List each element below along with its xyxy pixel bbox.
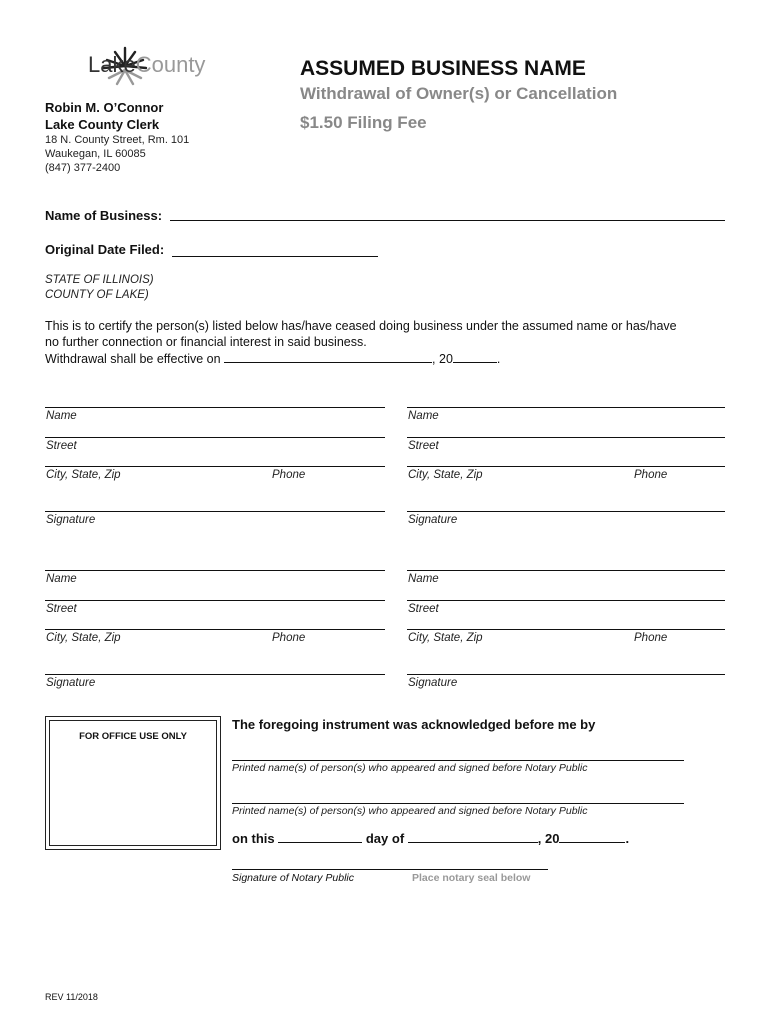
owner1-signature-field[interactable] <box>45 511 385 512</box>
owner2-phone-label: Phone <box>634 469 668 481</box>
owner3-signature-field[interactable] <box>45 674 385 675</box>
certification-line-2: no further connection or financial interest in said business. <box>45 335 367 349</box>
owner2-signature-field[interactable] <box>407 511 725 512</box>
notary-signature-field[interactable] <box>232 869 548 870</box>
printed-name-field-1[interactable] <box>232 760 684 761</box>
certification-line-1: This is to certify the person(s) listed below has/have ceased doing business under the assumed name or has/have <box>45 319 677 333</box>
office-use-label: FOR OFFICE USE ONLY <box>79 731 187 742</box>
owner1-name-label: Name <box>46 410 77 422</box>
venue-block <box>45 273 154 303</box>
notary-year-prefix: , 20 <box>537 831 560 846</box>
owner3-name-label: Name <box>46 573 77 585</box>
clerk-phone: (847) 377-2400 <box>45 162 121 174</box>
owner2-name-label: Name <box>408 410 439 422</box>
owner2-city-field[interactable] <box>407 466 725 467</box>
owner4-signature-field[interactable] <box>407 674 725 675</box>
printed-name-label-2: Printed name(s) of person(s) who appeared and signed before Notary Public <box>232 805 588 817</box>
owner1-city-field[interactable] <box>45 466 385 467</box>
owner1-city-label: City, State, Zip <box>46 469 121 481</box>
owner4-name-field[interactable] <box>407 570 725 571</box>
owner1-name-field[interactable] <box>45 407 385 408</box>
clerk-city: Waukegan, IL 60085 <box>45 148 146 160</box>
owner4-phone-label: Phone <box>634 632 668 644</box>
owner2-name-field[interactable] <box>407 407 725 408</box>
original-date-field[interactable] <box>172 256 378 257</box>
printed-name-label-1: Printed name(s) of person(s) who appeared and signed before Notary Public <box>232 762 588 774</box>
revision-label: REV 11/2018 <box>45 992 98 1002</box>
acknowledgment-heading: The foregoing instrument was acknowledged before me by <box>232 717 596 732</box>
owner3-city-label: City, State, Zip <box>46 632 121 644</box>
notary-day-field[interactable] <box>278 830 362 843</box>
clerk-street: 18 N. County Street, Rm. 101 <box>45 134 190 146</box>
certification-text <box>45 318 735 367</box>
period: . <box>496 352 501 366</box>
owner2-signature-label: Signature <box>408 514 458 526</box>
office-use-inner-border <box>49 720 217 846</box>
clerk-address <box>45 133 189 175</box>
printed-name-field-2[interactable] <box>232 803 684 804</box>
owner2-city-label: City, State, Zip <box>408 469 483 481</box>
owner4-street-label: Street <box>408 603 439 615</box>
business-name-field[interactable] <box>170 220 725 221</box>
logo-wordmark: LakeCounty <box>88 52 206 77</box>
withdrawal-effective-label: Withdrawal shall be effective on <box>45 352 221 366</box>
clerk-office: Lake County Clerk <box>45 117 160 132</box>
form-subtitle: Withdrawal of Owner(s) or Cancellation <box>300 84 618 103</box>
owner1-signature-label: Signature <box>46 514 96 526</box>
business-name-label: Name of Business: <box>45 208 163 223</box>
notary-year-field[interactable] <box>559 830 625 843</box>
clerk-name: Robin M. O’Connor <box>45 100 164 115</box>
owner3-name-field[interactable] <box>45 570 385 571</box>
on-this-label: on this <box>232 831 275 846</box>
county-line: COUNTY OF LAKE) <box>45 289 149 301</box>
owner4-city-label: City, State, Zip <box>408 632 483 644</box>
filing-fee: $1.50 Filing Fee <box>300 113 427 132</box>
notary-seal-label: Place notary seal below <box>412 872 531 884</box>
owner3-city-field[interactable] <box>45 629 385 630</box>
owner3-street-label: Street <box>46 603 77 615</box>
owner3-street-field[interactable] <box>45 600 385 601</box>
notary-period: . <box>625 831 630 846</box>
year-prefix: , 20 <box>432 352 453 366</box>
withdrawal-effective-line <box>45 350 735 367</box>
clerk-info <box>45 99 163 133</box>
owner2-street-label: Street <box>408 440 439 452</box>
owner1-phone-label: Phone <box>272 469 306 481</box>
original-date-label: Original Date Filed: <box>45 242 165 257</box>
withdrawal-year-field[interactable] <box>453 350 497 363</box>
withdrawal-date-field[interactable] <box>224 350 432 363</box>
owner4-signature-label: Signature <box>408 677 458 689</box>
owner1-street-field[interactable] <box>45 437 385 438</box>
notary-month-field[interactable] <box>408 830 538 843</box>
owner4-street-field[interactable] <box>407 600 725 601</box>
office-use-box <box>45 716 221 850</box>
state-line: STATE OF ILLINOIS) <box>45 274 154 286</box>
day-of-label: day of <box>365 831 405 846</box>
owner2-street-field[interactable] <box>407 437 725 438</box>
owner3-signature-label: Signature <box>46 677 96 689</box>
notary-signature-label: Signature of Notary Public <box>232 872 354 884</box>
owner4-city-field[interactable] <box>407 629 725 630</box>
form-title: ASSUMED BUSINESS NAME <box>300 57 586 80</box>
owner4-name-label: Name <box>408 573 439 585</box>
notary-date-line <box>232 830 629 846</box>
owner1-street-label: Street <box>46 440 77 452</box>
owner3-phone-label: Phone <box>272 632 306 644</box>
